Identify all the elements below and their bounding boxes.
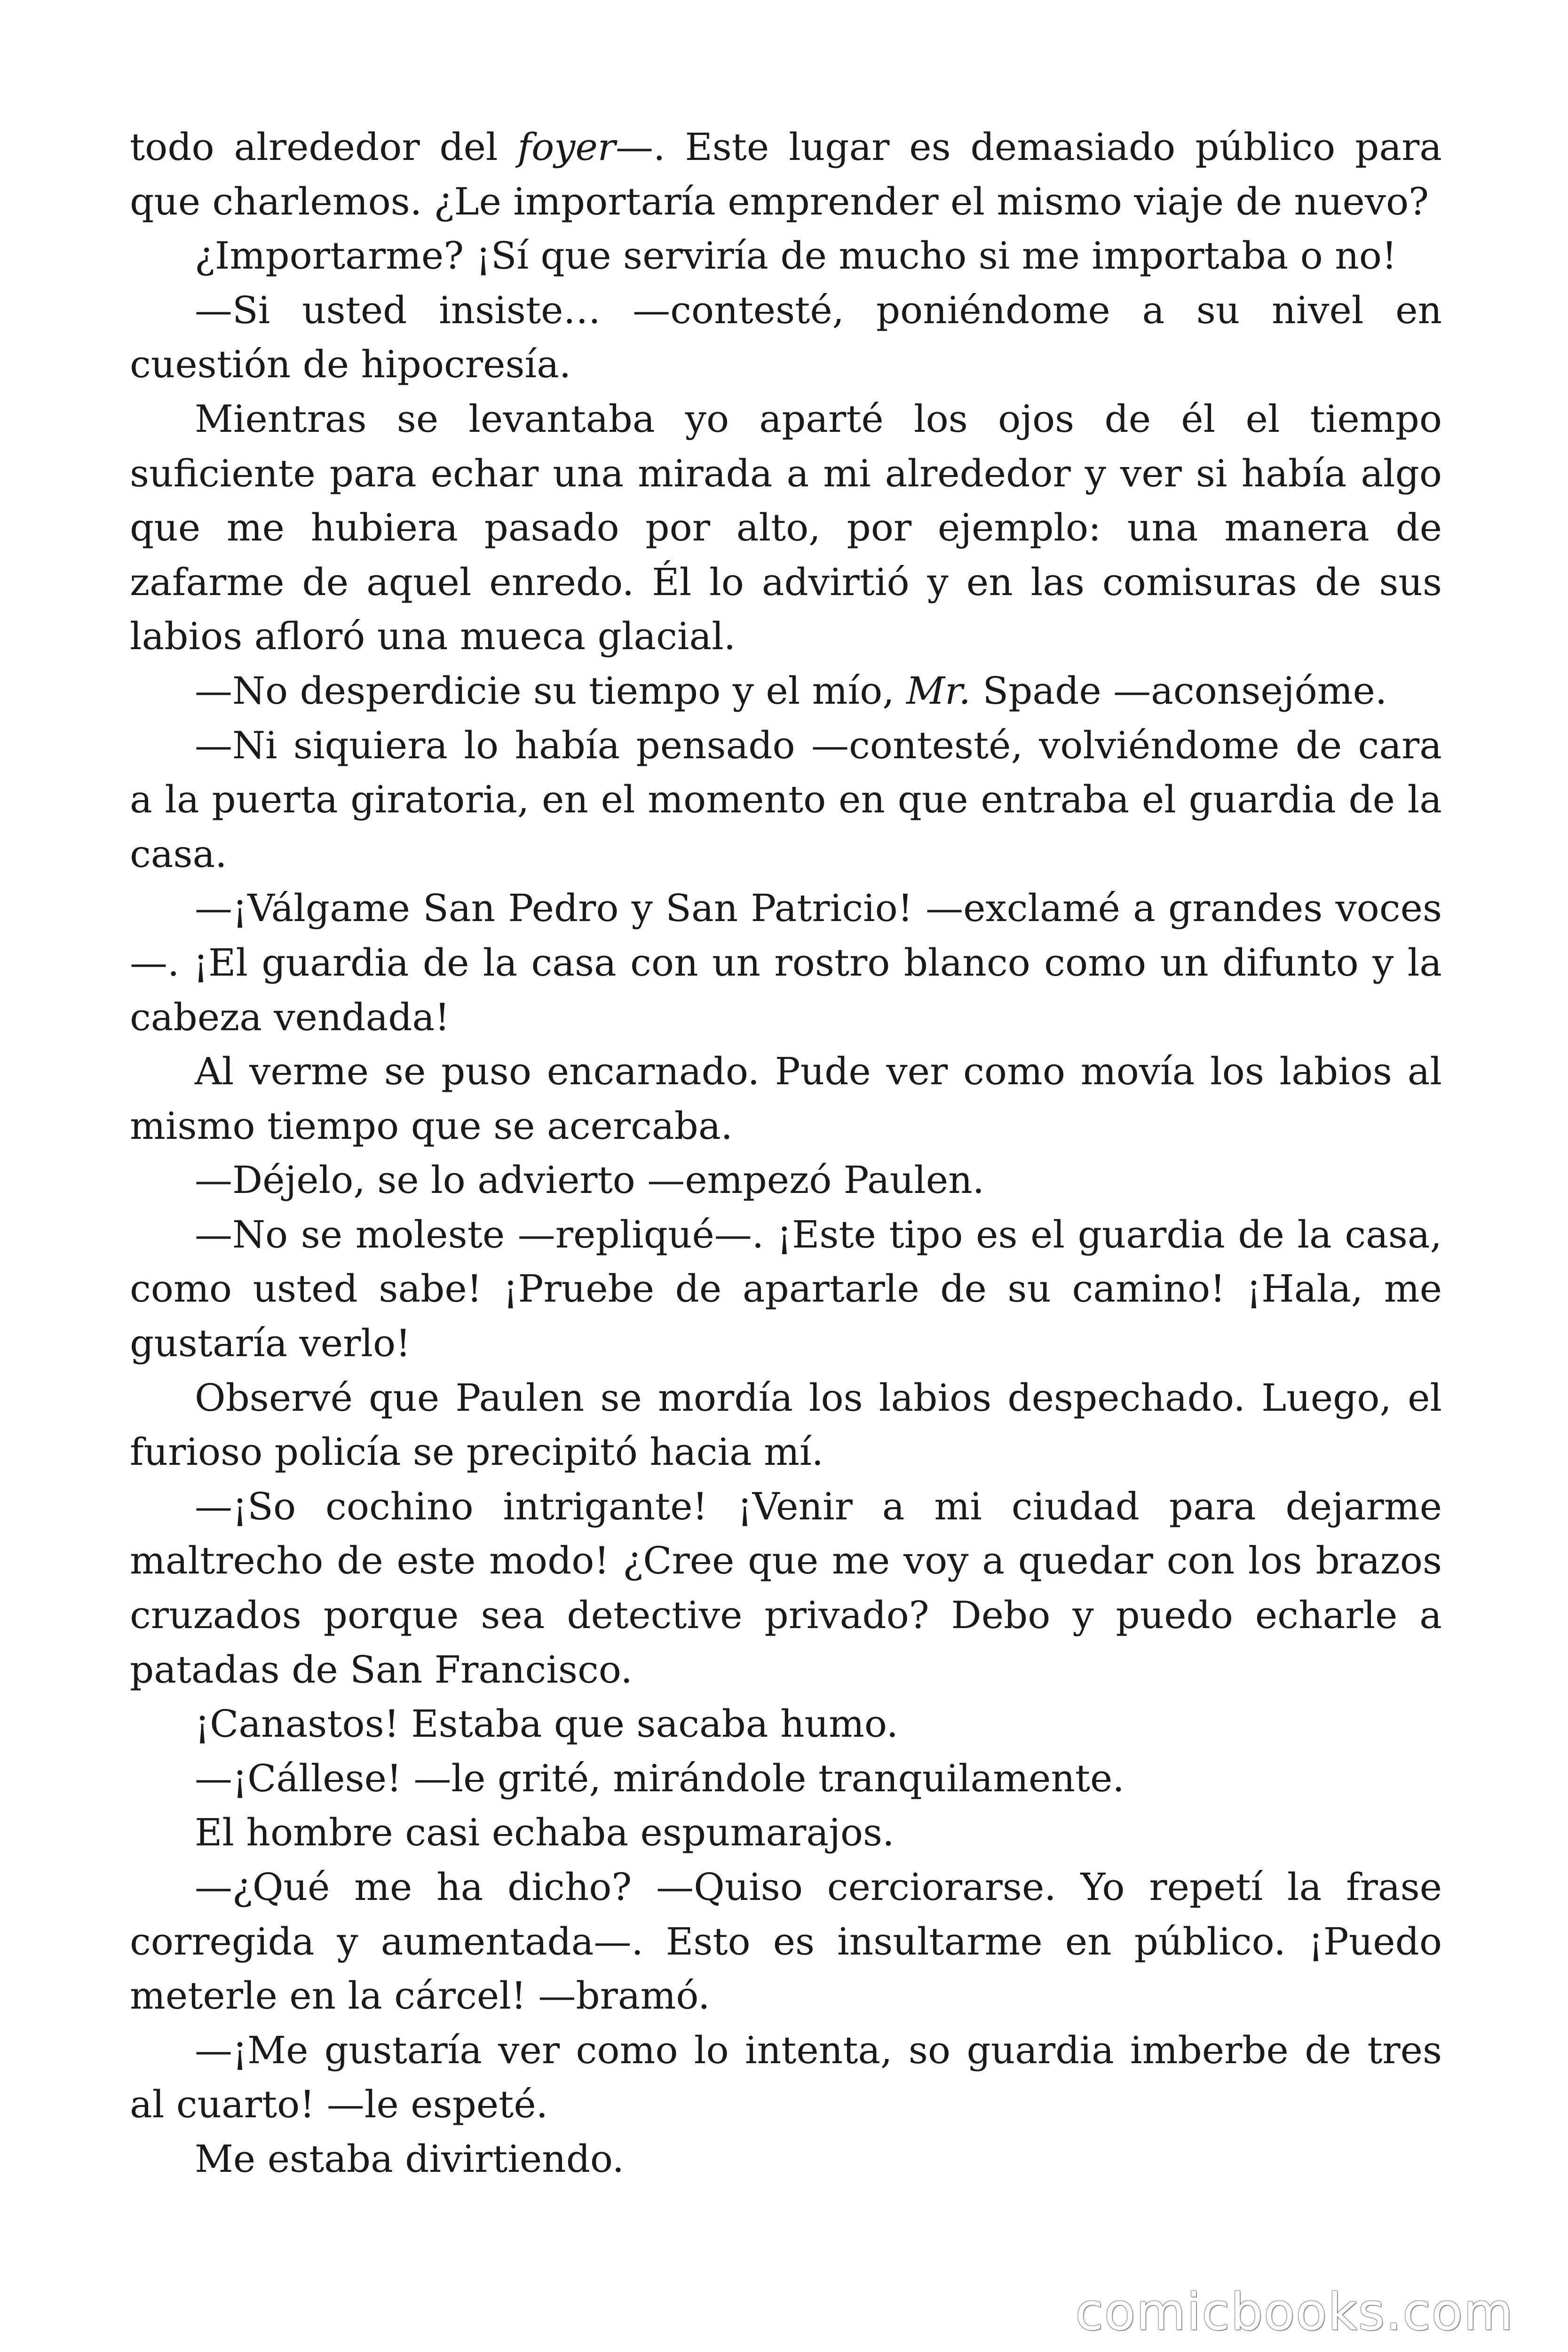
paragraph xyxy=(130,881,1442,1044)
paragraph-text: Observé que Paulen se mordía los labios despechado. Luego, el furioso policía se precipitó hacia mí. xyxy=(130,1375,1442,1474)
paragraph xyxy=(130,1153,1442,1208)
paragraph xyxy=(130,718,1442,882)
paragraph-text: —¿Qué me ha dicho? —Quiso cerciorarse. Yo repetí la frase corregida y aumentada—. Esto es insultarme en público. ¡Puedo meterle en la cárcel! —bramó. xyxy=(130,1865,1442,2018)
paragraph xyxy=(130,1697,1442,1751)
paragraph-text: Al verme se puso encarnado. Pude ver como movía los labios al mismo tiempo que se acercaba. xyxy=(130,1049,1442,1148)
paragraph xyxy=(130,1860,1442,2023)
paragraph-text: —No desperdicie su tiempo y el mío, xyxy=(195,668,907,713)
paragraph-text: —. Este lugar es demasiado público para que charlemos. ¿Le importaría emprender el mismo viaje de nuevo? xyxy=(130,125,1442,223)
paragraph-text: Spade —aconsejóme. xyxy=(970,668,1387,713)
paragraph-text: —¡Cállese! —le grité, mirándole tranquilamente. xyxy=(195,1756,1125,1800)
paragraph xyxy=(130,1805,1442,1860)
paragraph-text: —Ni siquiera lo había pensado —contesté, volviéndome de cara a la puerta giratoria, en el momento en que entraba el guardia de la casa. xyxy=(130,723,1442,876)
paragraph-text: Mientras se levantaba yo aparté los ojos de él el tiempo suficiente para echar una mirada a mi alrededor y ver si había algo que me hubiera pasado por alto, por ejemplo: una manera de zafarme de aquel enredo. Él lo advirtió y en las comisuras de sus labios afloró una mueca glacial. xyxy=(130,397,1442,659)
body-text xyxy=(130,120,1442,2186)
paragraph-text: —No se moleste —repliqué—. ¡Este tipo es el guardia de la casa, como usted sabe! ¡Pruebe de apartarle de su camino! ¡Hala, me gustaría verlo! xyxy=(130,1212,1442,1366)
paragraph-text: —¡Válgame San Pedro y San Patricio! —exclamé a grandes voces—. ¡El guardia de la casa con un rostro blanco como un difunto y la cabeza vendada! xyxy=(130,886,1442,1039)
paragraph-text: —¡So cochino intrigante! ¡Venir a mi ciudad para dejarme maltrecho de este modo! ¿Cree que me voy a quedar con los brazos cruzados porque sea detective privado? Debo y puedo echarle a patadas de San Francisco. xyxy=(130,1484,1442,1692)
paragraph xyxy=(130,283,1442,392)
paragraph xyxy=(130,2132,1442,2186)
paragraph-text: ¿Importarme? ¡Sí que serviría de mucho si me importaba o no! xyxy=(195,234,1397,278)
paragraph xyxy=(130,664,1442,718)
paragraph-text: ¡Canastos! Estaba que sacaba humo. xyxy=(195,1702,899,1746)
paragraph-text: —Déjelo, se lo advierto —empezó Paulen. xyxy=(195,1158,985,1202)
watermark: comicbooks.com xyxy=(1075,2283,1514,2342)
paragraph xyxy=(130,1208,1442,1371)
paragraph-text: todo alrededor del xyxy=(130,125,518,169)
paragraph-text: Me estaba divirtiendo. xyxy=(195,2137,625,2181)
paragraph xyxy=(130,229,1442,283)
paragraph-text: —Si usted insiste… —contesté, poniéndome a su nivel en cuestión de hipocresía. xyxy=(130,288,1442,387)
italic-text: Mr. xyxy=(906,668,971,713)
paragraph xyxy=(130,120,1442,229)
paragraph xyxy=(130,1044,1442,1153)
paragraph xyxy=(130,392,1442,664)
italic-text: foyer xyxy=(517,125,616,169)
paragraph xyxy=(130,1479,1442,1697)
paragraph-text: El hombre casi echaba espumarajos. xyxy=(195,1811,895,1855)
paragraph xyxy=(130,1751,1442,1806)
paragraph xyxy=(130,1371,1442,1479)
paragraph xyxy=(130,2023,1442,2132)
paragraph-text: —¡Me gustaría ver como lo intenta, so guardia imberbe de tres al cuarto! —le espeté. xyxy=(130,2028,1442,2127)
